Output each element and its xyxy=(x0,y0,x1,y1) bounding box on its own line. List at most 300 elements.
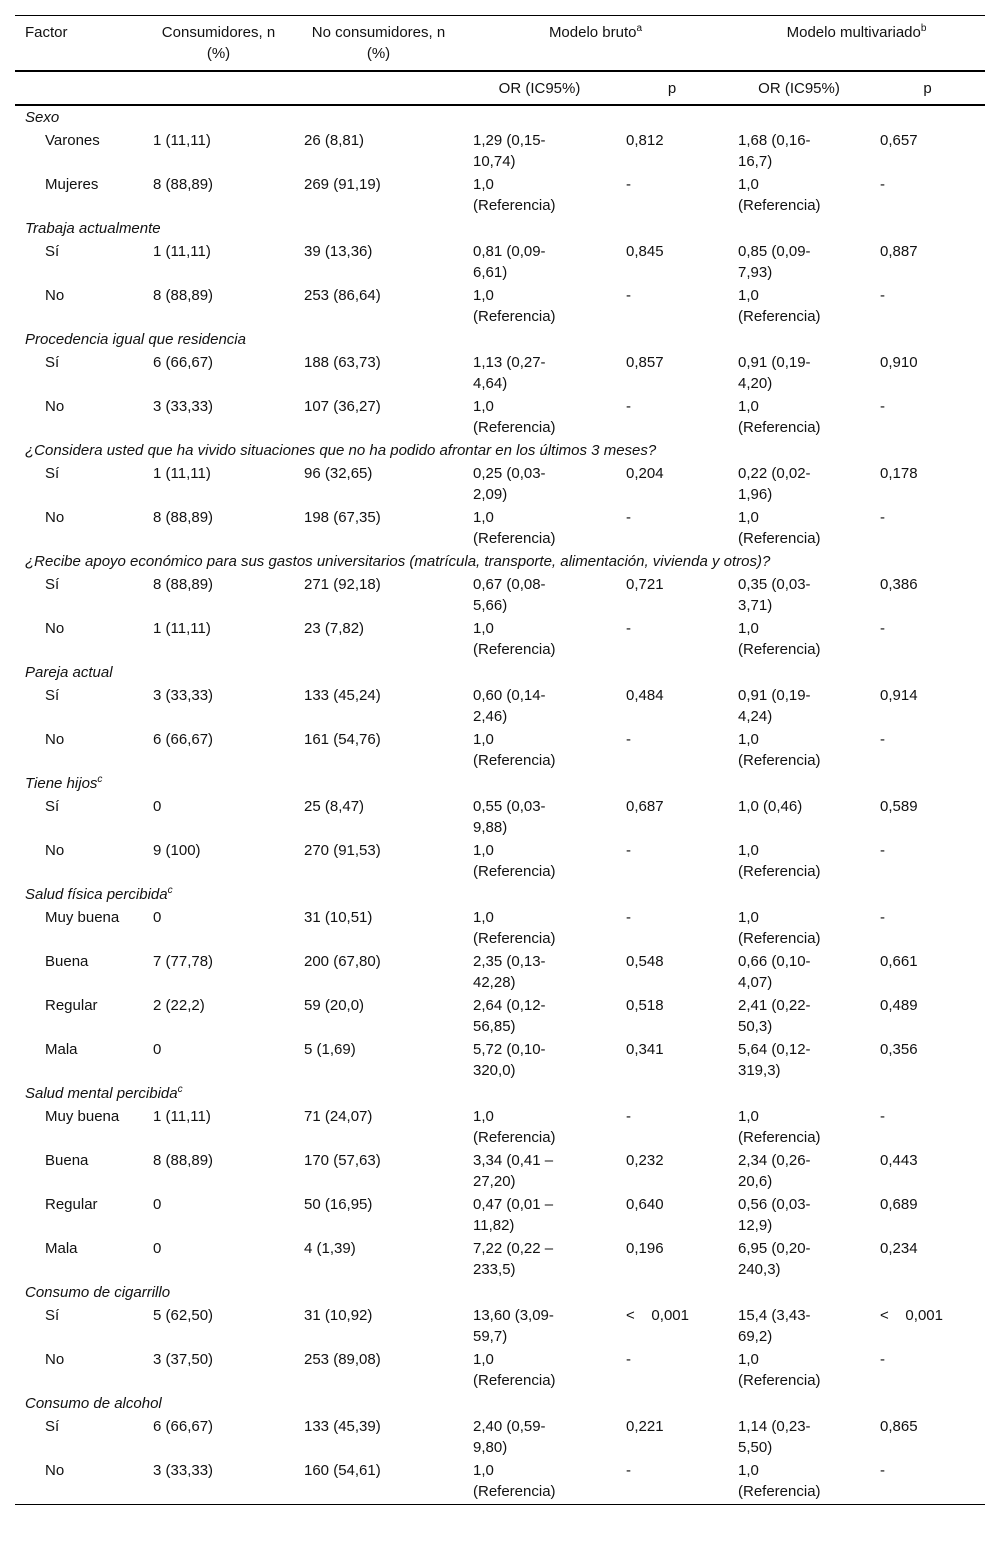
cell-or-crude xyxy=(463,795,616,839)
cell-or-crude xyxy=(463,950,616,994)
cell-or-multi-text: 6,95 (0,20-240,3) xyxy=(738,1240,811,1278)
section-title xyxy=(15,661,985,684)
table-row xyxy=(15,173,985,217)
cell-p-multi: - xyxy=(880,398,885,415)
table-row xyxy=(15,1105,985,1149)
cell-or-multi xyxy=(728,1193,870,1237)
cell-or-multi xyxy=(728,240,870,284)
cell-non-consumers: 50 (16,95) xyxy=(304,1196,373,1213)
cell-or-crude xyxy=(463,1415,616,1459)
section-title-text: Salud física percibida xyxy=(25,886,168,903)
table-row xyxy=(15,994,985,1038)
cell-or-multi-text: 2,34 (0,26-20,6) xyxy=(738,1152,811,1190)
cell-p-crude: - xyxy=(626,509,631,526)
cell-or-multi xyxy=(728,1237,870,1281)
cell-p-multi: 0,386 xyxy=(880,576,918,593)
cell-or-crude-text: 1,0 (Referencia) xyxy=(473,398,556,436)
cell-p-crude: 0,721 xyxy=(626,576,664,593)
cell-non-consumers: 170 (57,63) xyxy=(304,1152,381,1169)
cell-or-crude xyxy=(463,395,616,439)
row-label: Sí xyxy=(45,465,60,482)
section-title-text: Procedencia igual que residencia xyxy=(25,331,246,348)
cell-or-multi xyxy=(728,617,870,661)
cell-or-crude-text: 2,35 (0,13-42,28) xyxy=(473,953,546,991)
cell-or-crude xyxy=(463,1348,616,1392)
cell-consumers: 9 (100) xyxy=(153,842,201,859)
cell-consumers: 0 xyxy=(153,909,162,926)
row-label: No xyxy=(15,1459,143,1505)
cell-or-crude xyxy=(463,240,616,284)
cell-or-crude xyxy=(463,617,616,661)
cell-non-consumers: 25 (8,47) xyxy=(304,798,365,815)
row-label: No xyxy=(45,731,65,748)
cell-or-crude-text: 0,25 (0,03-2,09) xyxy=(473,465,546,503)
section-row xyxy=(15,550,985,573)
cell-or-multi-text: 0,35 (0,03-3,71) xyxy=(738,576,811,614)
row-label: Sí xyxy=(45,798,60,815)
row-label: Mala xyxy=(45,1041,78,1058)
cell-or-multi xyxy=(728,684,870,728)
section-row xyxy=(15,439,985,462)
table-container xyxy=(15,15,985,1505)
cell-or-multi xyxy=(728,950,870,994)
cell-or-multi xyxy=(728,129,870,173)
cell-p-multi: 0,657 xyxy=(880,132,918,149)
row-label: No xyxy=(45,398,65,415)
cell-or-multi-text: 0,22 (0,02-1,96) xyxy=(738,465,811,503)
cell-non-consumers: 271 (92,18) xyxy=(304,576,381,593)
cell-p-crude: 0,204 xyxy=(626,465,664,482)
row-label: No xyxy=(45,842,65,859)
row-label: Regular xyxy=(45,997,98,1014)
cell-or-crude xyxy=(463,684,616,728)
row-label: Sí xyxy=(45,243,60,260)
cell-p-crude: 0,196 xyxy=(626,1240,664,1257)
section-row xyxy=(15,772,985,795)
cell-or-crude xyxy=(463,462,616,506)
cell-or-multi xyxy=(728,1459,870,1505)
cell-consumers: 6 (66,67) xyxy=(153,354,214,371)
cell-or-multi-text: 0,66 (0,10-4,07) xyxy=(738,953,811,991)
cell-or-crude-text: 0,47 (0,01 – 11,82) xyxy=(473,1196,554,1234)
cell-p-multi: 0,865 xyxy=(880,1418,918,1435)
cell-p-multi: - xyxy=(880,731,885,748)
cell-p-multi: 0,234 xyxy=(880,1240,918,1257)
cell-non-consumers: 31 (10,92) xyxy=(304,1307,373,1324)
cell-non-consumers: 198 (67,35) xyxy=(304,509,381,526)
cell-p-crude: 0,857 xyxy=(626,354,664,371)
cell-or-multi-text: 15,4 (3,43-69,2) xyxy=(738,1307,811,1345)
cell-p-multi: - xyxy=(880,909,885,926)
cell-consumers: 3 (33,33) xyxy=(153,398,214,415)
cell-non-consumers: 23 (7,82) xyxy=(304,620,365,637)
table-row xyxy=(15,1149,985,1193)
cell-or-multi xyxy=(728,573,870,617)
cell-non-consumers: 26 (8,81) xyxy=(304,132,365,149)
cell-p-crude: - xyxy=(626,1108,631,1125)
cell-p-multi: - xyxy=(880,509,885,526)
subheader-or-multi: OR (IC95%) xyxy=(728,71,870,105)
cell-consumers: 2 (22,2) xyxy=(153,997,205,1014)
cell-or-multi-text: 0,56 (0,03-12,9) xyxy=(738,1196,811,1234)
table-row xyxy=(15,906,985,950)
section-title-text: Consumo de cigarrillo xyxy=(25,1284,171,1301)
row-label: Mala xyxy=(45,1240,78,1257)
cell-p-crude: - xyxy=(626,398,631,415)
cell-or-multi xyxy=(728,1304,870,1348)
cell-non-consumers: 253 (86,64) xyxy=(304,287,381,304)
cell-consumers: 5 (62,50) xyxy=(153,1307,214,1324)
table-row xyxy=(15,506,985,550)
cell-p-multi: - xyxy=(880,176,885,193)
cell-or-crude xyxy=(463,173,616,217)
cell-consumers: 0 xyxy=(153,1196,162,1213)
table-row xyxy=(15,839,985,883)
cell-p-multi: 0,910 xyxy=(880,354,918,371)
cell-consumers: 8 (88,89) xyxy=(153,576,214,593)
cell-non-consumers: 5 (1,69) xyxy=(304,1041,356,1058)
section-title-footnote: c xyxy=(97,774,103,785)
section-title-text: Consumo de alcohol xyxy=(25,1395,162,1412)
section-title xyxy=(15,1281,985,1304)
cell-or-multi-text: 1,0 (Referencia) xyxy=(738,509,821,547)
cell-or-crude-text: 1,0 (Referencia) xyxy=(473,1462,556,1500)
cell-consumers: 1 (11,11) xyxy=(153,620,211,637)
cell-or-multi-text: 0,91 (0,19-4,24) xyxy=(738,687,811,725)
table-row xyxy=(15,728,985,772)
cell-non-consumers: 39 (13,36) xyxy=(304,243,373,260)
cell-or-multi xyxy=(728,506,870,550)
cell-or-multi xyxy=(728,1149,870,1193)
section-row xyxy=(15,883,985,906)
cell-non-consumers: 4 (1,39) xyxy=(304,1240,356,1257)
row-label: Varones xyxy=(45,132,100,149)
section-title xyxy=(15,328,985,351)
cell-or-multi xyxy=(728,1348,870,1392)
cell-or-multi xyxy=(728,795,870,839)
header-consumers: Consumidores, n (%) xyxy=(143,16,294,72)
cell-p-crude: 0,640 xyxy=(626,1196,664,1213)
row-label: Muy buena xyxy=(45,909,120,926)
section-title xyxy=(15,550,985,573)
cell-p-crude: - xyxy=(626,1351,631,1368)
header-crude-model: Modelo bruto$^a$ xyxy=(463,16,728,72)
row-label: No xyxy=(45,287,65,304)
cell-or-multi xyxy=(728,994,870,1038)
header-crude-model-sup: a xyxy=(636,23,643,34)
cell-p-crude: 0,484 xyxy=(626,687,664,704)
section-title-footnote: c xyxy=(177,1084,183,1095)
cell-p-multi: - xyxy=(880,620,885,637)
cell-p-multi: 0,887 xyxy=(880,243,918,260)
cell-non-consumers: 270 (91,53) xyxy=(304,842,381,859)
section-title-text: Pareja actual xyxy=(25,664,113,681)
cell-or-crude-text: 1,0 (Referencia) xyxy=(473,509,556,547)
cell-or-crude xyxy=(463,284,616,328)
cell-non-consumers: 160 (54,61) xyxy=(294,1459,463,1505)
cell-non-consumers: 200 (67,80) xyxy=(304,953,381,970)
row-label: No xyxy=(45,620,65,637)
section-title xyxy=(15,1392,985,1415)
cell-or-crude-text: 2,40 (0,59-9,80) xyxy=(473,1418,546,1456)
cell-or-crude xyxy=(463,1193,616,1237)
cell-p-crude: 0,341 xyxy=(626,1041,664,1058)
cell-or-multi xyxy=(728,1415,870,1459)
section-title-footnote: c xyxy=(167,885,173,896)
cell-p-multi: 0,178 xyxy=(880,465,918,482)
cell-or-multi-text: 2,41 (0,22-50,3) xyxy=(738,997,811,1035)
table-row xyxy=(15,1415,985,1459)
cell-p-multi: 0,489 xyxy=(880,997,918,1014)
table-row xyxy=(15,1459,985,1505)
section-title xyxy=(15,105,985,129)
section-title-text: Trabaja actualmente xyxy=(25,220,161,237)
cell-consumers: 1 (11,11) xyxy=(153,243,211,260)
cell-or-crude-text: 1,13 (0,27-4,64) xyxy=(473,354,546,392)
cell-or-multi-text: 0,91 (0,19-4,20) xyxy=(738,354,811,392)
table-row xyxy=(15,129,985,173)
cell-or-crude-text: 1,0 (Referencia) xyxy=(473,731,556,769)
cell-p-crude: - xyxy=(626,287,631,304)
row-label: Mujeres xyxy=(45,176,99,193)
cell-or-crude-text: 0,81 (0,09-6,61) xyxy=(473,243,546,281)
cell-consumers: 3 (37,50) xyxy=(153,1351,214,1368)
section-row xyxy=(15,661,985,684)
cell-or-crude xyxy=(463,1304,616,1348)
section-row xyxy=(15,105,985,129)
cell-or-multi xyxy=(728,173,870,217)
table-row xyxy=(15,1193,985,1237)
cell-p-crude: - xyxy=(626,731,631,748)
cell-consumers: 3 (33,33) xyxy=(143,1459,294,1505)
header-multi-model-sup: b xyxy=(920,23,927,34)
cell-or-multi xyxy=(728,1038,870,1082)
results-table xyxy=(15,15,985,1505)
cell-consumers: 1 (11,11) xyxy=(153,132,211,149)
table-row xyxy=(15,1237,985,1281)
section-row xyxy=(15,1392,985,1415)
cell-non-consumers: 133 (45,24) xyxy=(304,687,381,704)
cell-p-crude: 0,687 xyxy=(626,798,664,815)
cell-p-multi: 0,689 xyxy=(880,1196,918,1213)
cell-or-multi-text: 1,0 (Referencia) xyxy=(738,909,821,947)
cell-or-crude-text: 0,67 (0,08-5,66) xyxy=(473,576,546,614)
cell-non-consumers: 59 (20,0) xyxy=(304,997,365,1014)
cell-p-multi: - xyxy=(880,842,885,859)
cell-or-multi-text: 1,0 (Referencia) xyxy=(738,1462,821,1500)
cell-non-consumers: 269 (91,19) xyxy=(304,176,381,193)
cell-or-multi-text: 1,0 (Referencia) xyxy=(738,1108,821,1146)
cell-non-consumers: 71 (24,07) xyxy=(304,1108,373,1125)
cell-or-crude xyxy=(463,1459,616,1505)
row-label: Buena xyxy=(45,953,89,970)
cell-consumers: 8 (88,89) xyxy=(153,287,214,304)
row-label: Sí xyxy=(45,576,60,593)
cell-or-multi xyxy=(728,906,870,950)
cell-or-crude-text: 0,55 (0,03-9,88) xyxy=(473,798,546,836)
cell-non-consumers: 31 (10,51) xyxy=(304,909,373,926)
cell-p-multi: - xyxy=(880,1351,885,1368)
table-row xyxy=(15,1304,985,1348)
cell-consumers: 0 xyxy=(153,1240,162,1257)
row-label: Sí xyxy=(45,1307,60,1324)
cell-p-crude: 0,845 xyxy=(626,243,664,260)
cell-or-multi xyxy=(728,1105,870,1149)
header-row xyxy=(15,16,985,72)
row-label: Sí xyxy=(45,1418,60,1435)
section-title xyxy=(15,217,985,240)
cell-p-multi: - xyxy=(880,287,885,304)
subheader-p-crude: p xyxy=(616,71,728,105)
table-row xyxy=(15,950,985,994)
cell-or-crude-text: 1,0 (Referencia) xyxy=(473,287,556,325)
section-title-text: ¿Recibe apoyo económico para sus gastos universitarios (matrícula, transporte, alimentación, vivienda y otros)? xyxy=(25,553,771,570)
cell-p-crude: 0,232 xyxy=(626,1152,664,1169)
section-title-text: ¿Considera usted que ha vivido situaciones que no ha podido afrontar en los últimos 3 meses? xyxy=(25,442,657,459)
table-row xyxy=(15,573,985,617)
cell-or-multi-text: 1,0 (Referencia) xyxy=(738,731,821,769)
table-row xyxy=(15,617,985,661)
section-title-text: Sexo xyxy=(25,109,60,126)
section-row xyxy=(15,1281,985,1304)
section-title-text: Salud mental percibida xyxy=(25,1085,178,1102)
cell-or-multi-text: 0,85 (0,09-7,93) xyxy=(738,243,811,281)
cell-non-consumers: 96 (32,65) xyxy=(304,465,373,482)
cell-p-crude: 0,518 xyxy=(626,997,664,1014)
cell-p-multi: 0,356 xyxy=(880,1041,918,1058)
row-label: Muy buena xyxy=(45,1108,120,1125)
cell-p-multi: 0,914 xyxy=(880,687,918,704)
cell-or-crude xyxy=(463,1105,616,1149)
cell-or-multi xyxy=(728,395,870,439)
section-row xyxy=(15,217,985,240)
cell-p-multi: 0,589 xyxy=(880,798,918,815)
cell-or-crude xyxy=(463,994,616,1038)
cell-or-multi-text: 1,0 (Referencia) xyxy=(738,620,821,658)
cell-or-crude-text: 1,0 (Referencia) xyxy=(473,176,556,214)
row-label: Sí xyxy=(45,354,60,371)
header-multi-model: Modelo multivariado$^b$ xyxy=(728,16,985,72)
subheader-or-crude: OR (IC95%) xyxy=(463,71,616,105)
cell-p-multi: - xyxy=(880,1108,885,1125)
cell-consumers: 8 (88,89) xyxy=(153,509,214,526)
header-factor: Factor xyxy=(15,16,143,72)
cell-or-multi xyxy=(728,462,870,506)
cell-consumers: 3 (33,33) xyxy=(153,687,214,704)
header-non-consumers: No consumidores, n (%) xyxy=(294,16,463,72)
cell-p-multi: - xyxy=(870,1459,985,1505)
cell-or-crude xyxy=(463,1149,616,1193)
cell-or-multi-text: 1,0 (Referencia) xyxy=(738,287,821,325)
cell-or-multi-text: 1,0 (Referencia) xyxy=(738,842,821,880)
cell-or-crude-text: 1,0 (Referencia) xyxy=(473,842,556,880)
cell-or-multi xyxy=(728,284,870,328)
cell-non-consumers: 107 (36,27) xyxy=(304,398,381,415)
cell-consumers: 6 (66,67) xyxy=(153,731,214,748)
row-label: Buena xyxy=(45,1152,89,1169)
section-row xyxy=(15,328,985,351)
cell-non-consumers: 133 (45,39) xyxy=(304,1418,381,1435)
subheader-p-multi: p xyxy=(870,71,985,105)
cell-p-crude: - xyxy=(626,909,631,926)
cell-or-crude-text: 7,22 (0,22 – 233,5) xyxy=(473,1240,554,1278)
table-row xyxy=(15,240,985,284)
cell-or-multi-text: 1,0 (Referencia) xyxy=(738,176,821,214)
subheader-row xyxy=(15,71,985,105)
section-row xyxy=(15,1082,985,1105)
section-title xyxy=(15,772,985,795)
section-title xyxy=(15,439,985,462)
cell-consumers: 8 (88,89) xyxy=(153,176,214,193)
table-row xyxy=(15,395,985,439)
cell-consumers: 1 (11,11) xyxy=(153,465,211,482)
cell-or-crude-text: 1,29 (0,15-10,74) xyxy=(473,132,546,170)
cell-or-crude-text: 1,0 (Referencia) xyxy=(473,620,556,658)
cell-p-crude: 0,812 xyxy=(626,132,664,149)
cell-p-crude: 0,221 xyxy=(626,1418,664,1435)
cell-or-crude-text: 3,34 (0,41 – 27,20) xyxy=(473,1152,554,1190)
section-title-text: Tiene hijos xyxy=(25,775,98,792)
cell-or-multi-text: 1,0 (Referencia) xyxy=(738,1351,821,1389)
cell-p-crude: < 0,001 xyxy=(626,1307,689,1324)
cell-or-crude xyxy=(463,1038,616,1082)
cell-or-multi xyxy=(728,728,870,772)
row-label: No xyxy=(45,1351,65,1368)
section-title xyxy=(15,1082,985,1105)
cell-p-multi: 0,661 xyxy=(880,953,918,970)
cell-non-consumers: 161 (54,76) xyxy=(304,731,381,748)
cell-or-crude xyxy=(463,351,616,395)
cell-consumers: 0 xyxy=(153,1041,162,1058)
cell-p-crude: 0,548 xyxy=(626,953,664,970)
table-row xyxy=(15,684,985,728)
cell-or-multi-text: 1,68 (0,16-16,7) xyxy=(738,132,811,170)
cell-consumers: 1 (11,11) xyxy=(153,1108,211,1125)
table-row xyxy=(15,795,985,839)
cell-non-consumers: 188 (63,73) xyxy=(304,354,381,371)
cell-or-multi-text: 5,64 (0,12-319,3) xyxy=(738,1041,811,1079)
cell-consumers: 8 (88,89) xyxy=(153,1152,214,1169)
cell-p-multi: 0,443 xyxy=(880,1152,918,1169)
cell-or-multi xyxy=(728,839,870,883)
table-row xyxy=(15,1038,985,1082)
cell-p-crude: - xyxy=(626,176,631,193)
cell-consumers: 0 xyxy=(153,798,162,815)
row-label: Regular xyxy=(45,1196,98,1213)
cell-or-crude xyxy=(463,728,616,772)
table-row xyxy=(15,462,985,506)
cell-or-crude-text: 1,0 (Referencia) xyxy=(473,1351,556,1389)
cell-consumers: 7 (77,78) xyxy=(153,953,214,970)
cell-or-crude xyxy=(463,506,616,550)
cell-or-multi xyxy=(728,351,870,395)
cell-or-crude xyxy=(463,129,616,173)
cell-or-crude-text: 1,0 (Referencia) xyxy=(473,1108,556,1146)
cell-or-crude-text: 0,60 (0,14-2,46) xyxy=(473,687,546,725)
cell-non-consumers: 253 (89,08) xyxy=(304,1351,381,1368)
cell-or-crude-text: 1,0 (Referencia) xyxy=(473,909,556,947)
cell-or-crude xyxy=(463,839,616,883)
cell-or-multi-text: 1,0 (0,46) xyxy=(738,798,803,815)
cell-p-crude: - xyxy=(626,842,631,859)
cell-or-crude xyxy=(463,573,616,617)
section-title xyxy=(15,883,985,906)
cell-p-crude: - xyxy=(616,1459,728,1505)
table-row xyxy=(15,1348,985,1392)
cell-or-crude xyxy=(463,1237,616,1281)
table-row xyxy=(15,284,985,328)
cell-or-crude-text: 5,72 (0,10-320,0) xyxy=(473,1041,546,1079)
